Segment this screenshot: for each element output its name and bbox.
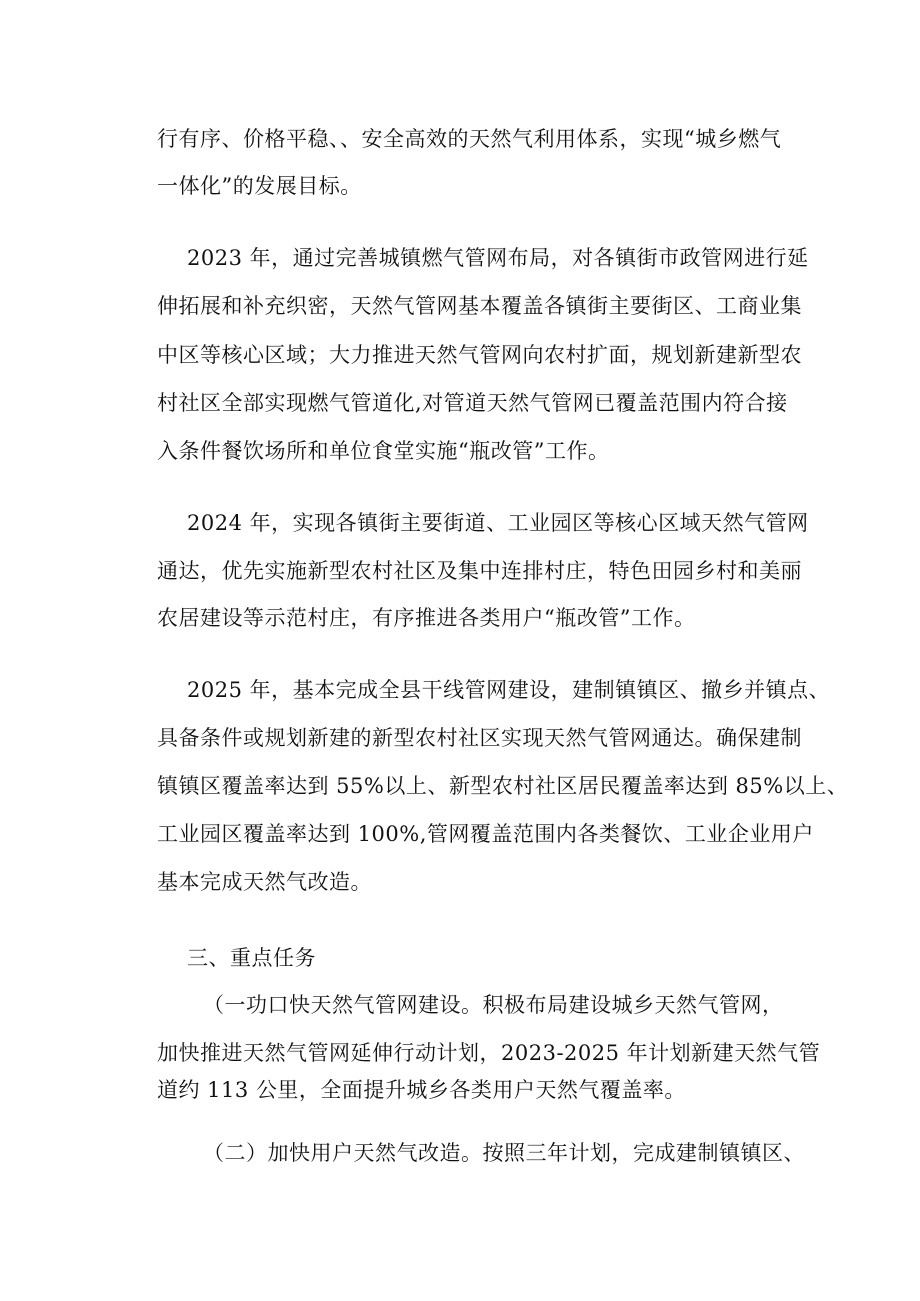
section-heading: 三、重点任务: [187, 946, 316, 970]
text-line: 基本完成天然气改造。: [157, 870, 372, 894]
text-line: 一体化”的发展目标。: [157, 174, 362, 198]
text-line: 加快推进天然气管网延伸行动计划，2023-2025 年计划新建天然气管: [157, 1041, 821, 1065]
text-line: 伸拓展和补充织密，天然气管网基本覆盖各镇街主要街区、工商业集: [157, 294, 802, 318]
text-line: 工业园区覆盖率达到 100%,管网覆盖范围内各类餐饮、工业企业用户: [157, 822, 814, 846]
text-line: 道约 113 公里，全面提升城乡各类用户天然气覆盖率。: [157, 1078, 686, 1102]
text-line: 2025 年，基本完成全县干线管网建设，建制镇镇区、撤乡并镇点、: [187, 678, 831, 702]
text-line: 具备条件或规划新建的新型农村社区实现天然气管网通达。确保建制: [157, 726, 802, 750]
text-line: 农居建设等示范村庄，有序推进各类用户“瓶改管”工作。: [157, 606, 696, 630]
text-line: 2024 年，实现各镇街主要街道、工业园区等核心区域天然气管网: [187, 511, 809, 535]
text-line: 镇镇区覆盖率达到 55%以上、新型农村社区居民覆盖率达到 85%以上、: [157, 774, 849, 798]
text-line: 村社区全部实现燃气管道化,对管道天然气管网已覆盖范围内符合接: [157, 391, 788, 415]
text-line: （二）加快用户天然气改造。按照三年计划，完成建制镇镇区、: [203, 1141, 805, 1165]
text-line: 2023 年，通过完善城镇燃气管网布局，对各镇街市政管网进行延: [187, 246, 809, 270]
text-line: 入条件餐饮场所和单位食堂实施“瓶改管”工作。: [157, 439, 610, 463]
text-line: 中区等核心区域；大力推进天然气管网向农村扩面，规划新建新型农: [157, 343, 802, 367]
text-line: （一功口快天然气管网建设。积极布局建设城乡天然气管网，: [203, 993, 784, 1017]
text-line: 行有序、价格平稳、、安全高效的天然气利用体系，实现“城乡燃气: [157, 127, 782, 151]
text-line: 通达，优先实施新型农村社区及集中连排村庄，特色田园乡村和美丽: [157, 559, 802, 583]
